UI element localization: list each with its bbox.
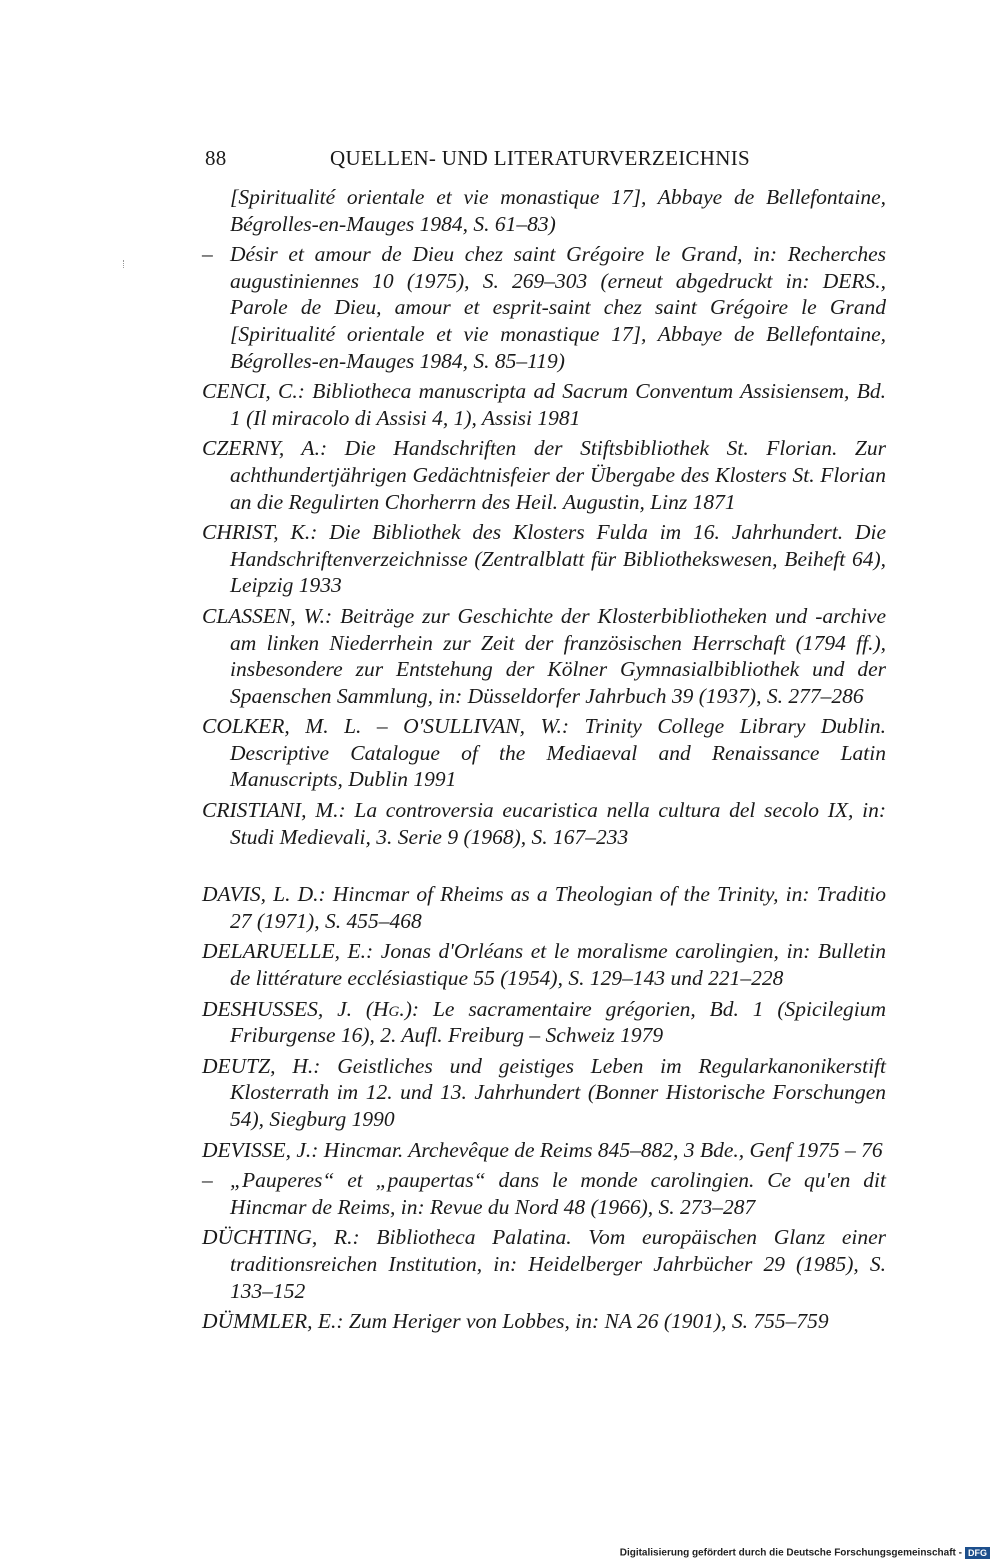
entry-author: DESHUSSES, J. (Hg.):	[202, 996, 420, 1021]
entry-text: Beiträge zur Geschichte der Klosterbibliotheken und -archive am linken Niederrhein zur Zeit der französischen Herrschaft (1794 ff.), insbesondere zur Entstehung der Kölner Gymnasialbibliothek und der Spaenschen Sammlung, in: Düsseldorfer Jahrbuch 39 (1937), S. 277–286	[230, 603, 887, 708]
entry-text: [Spiritualité orientale et vie monastique 17], Abbaye de Bellefontaine, Bégrolles-en-Mauges 1984, S. 61–83)	[230, 185, 886, 236]
entry-author: DÜMMLER, E.:	[202, 1309, 344, 1334]
entry-text: Hincmar of Rheims as a Theologian of the Trinity, in: Traditio 27 (1971), S. 455–468	[230, 882, 886, 933]
entry-text: Die Bibliothek des Klosters Fulda im 16. Jahrhundert. Die Handschriftenverzeichnisse (Zentralblatt für Bibliothekswesen, Beiheft 64), Leipzig 1933	[230, 520, 886, 598]
bibliography-entry	[202, 1308, 886, 1335]
dfg-logo-icon: DFG	[965, 1547, 990, 1559]
running-title: QUELLEN- UND LITERATURVERZEICHNIS	[330, 146, 750, 170]
entry-text: Die Handschriften der Stiftsbibliothek St. Florian. Zur achthundertjährigen Gedächtnisfeier der Übergabe des Klosters St. Florian an die Regulirten Chorherrn des Heil. Augustin, Linz 1871	[230, 436, 886, 514]
entry-author: COLKER, M. L. – O'SULLIVAN, W.:	[202, 714, 569, 739]
scan-speck	[123, 260, 126, 268]
bibliography-entry	[202, 435, 886, 515]
entry-author: DAVIS, L. D.:	[202, 882, 326, 907]
entry-text: Le sacramentaire grégorien, Bd. 1 (Spicilegium Friburgense 16), 2. Aufl. Freiburg – Schweiz 1979	[230, 996, 887, 1048]
entry-author: DÜCHTING, R.:	[202, 1225, 360, 1250]
entry-text: Geistliches und geistiges Leben im Regularkanonikerstift Klosterrath im 12. und 13. Jahrhundert (Bonner Historische Forschungen 54), Siegburg 1990	[230, 1053, 887, 1131]
page-header	[205, 146, 805, 176]
entry-author: CLASSEN, W.:	[202, 603, 333, 628]
entry-author: DEUTZ, H.:	[202, 1053, 321, 1078]
digitization-credit	[620, 1547, 990, 1559]
bibliography-entry	[202, 881, 886, 934]
entry-text: Bibliotheca Palatina. Vom europäischen Glanz einer traditionsreichen Institution, in: Heidelberger Jahrbücher 29 (1985), S. 133–152	[230, 1225, 886, 1303]
entry-author: DEVISSE, J.:	[202, 1137, 319, 1162]
entry-text: Hincmar. Archevêque de Reims 845–882, 3 Bde., Genf 1975 – 76	[323, 1137, 883, 1162]
bibliography-entry	[202, 603, 886, 709]
bibliography-list	[202, 184, 886, 1339]
bibliography-entry	[202, 797, 886, 850]
ditto-dash: –	[202, 1168, 213, 1193]
entry-text: Trinity College Library Dublin. Descriptive Catalogue of the Mediaeval and Renaissance Latin Manuscripts, Dublin 1991	[230, 714, 886, 792]
bibliography-entry	[202, 1137, 886, 1164]
ditto-dash: –	[202, 242, 213, 267]
bibliography-entry	[202, 1224, 886, 1304]
bibliography-entry	[202, 938, 886, 991]
bibliography-entry	[202, 184, 886, 237]
bibliography-entry	[202, 1053, 886, 1133]
entry-author: DELARUELLE, E.:	[202, 939, 374, 964]
entry-text: „Pauperes“ et „paupertas“ dans le monde carolingien. Ce qu'en dit Hincmar de Reims, in: Revue du Nord 48 (1966), S. 273–287	[230, 1168, 886, 1219]
bibliography-entry	[202, 241, 886, 374]
entry-text: Désir et amour de Dieu chez saint Grégoire le Grand, in: Recherches augustiniennes 10 (1975), S. 269–303 (erneut abgedruckt in: DERS., Parole de Dieu, amour et esprit-saint chez saint Grégoire le Grand [Spiritualité orientale et vie monastique 17], Abbaye de Bellefontaine, Bégrolles-en-Mauges 1984, S. 85–119)	[230, 242, 886, 373]
entry-author: CHRIST, K.:	[202, 520, 318, 545]
bibliography-entry	[202, 713, 886, 793]
entry-text: Bibliotheca manuscripta ad Sacrum Conventum Assisiensem, Bd. 1 (Il miracolo di Assisi 4, 1), Assisi 1981	[230, 379, 886, 430]
entry-author: CENCI, C.:	[202, 379, 305, 404]
entry-author: CRISTIANI, M.:	[202, 798, 346, 823]
entry-text: Zum Heriger von Lobbes, in: NA 26 (1901), S. 755–759	[348, 1309, 829, 1334]
entry-author: CZERNY, A.:	[202, 436, 328, 461]
page-number: 88	[205, 146, 227, 170]
bibliography-entry	[202, 996, 886, 1049]
credit-text: Digitalisierung gefördert durch die Deutsche Forschungsgemeinschaft -	[619, 1547, 962, 1559]
bibliography-entry	[202, 1167, 886, 1220]
entry-text: Jonas d'Orléans et le moralisme carolingien, in: Bulletin de littérature ecclésiastique 55 (1954), S. 129–143 und 221–228	[230, 939, 887, 991]
entry-text: La controversia eucaristica nella cultura del secolo IX, in: Studi Medievali, 3. Serie 9 (1968), S. 167–233	[230, 798, 887, 849]
bibliography-entry	[202, 378, 886, 431]
bibliography-entry	[202, 519, 886, 599]
